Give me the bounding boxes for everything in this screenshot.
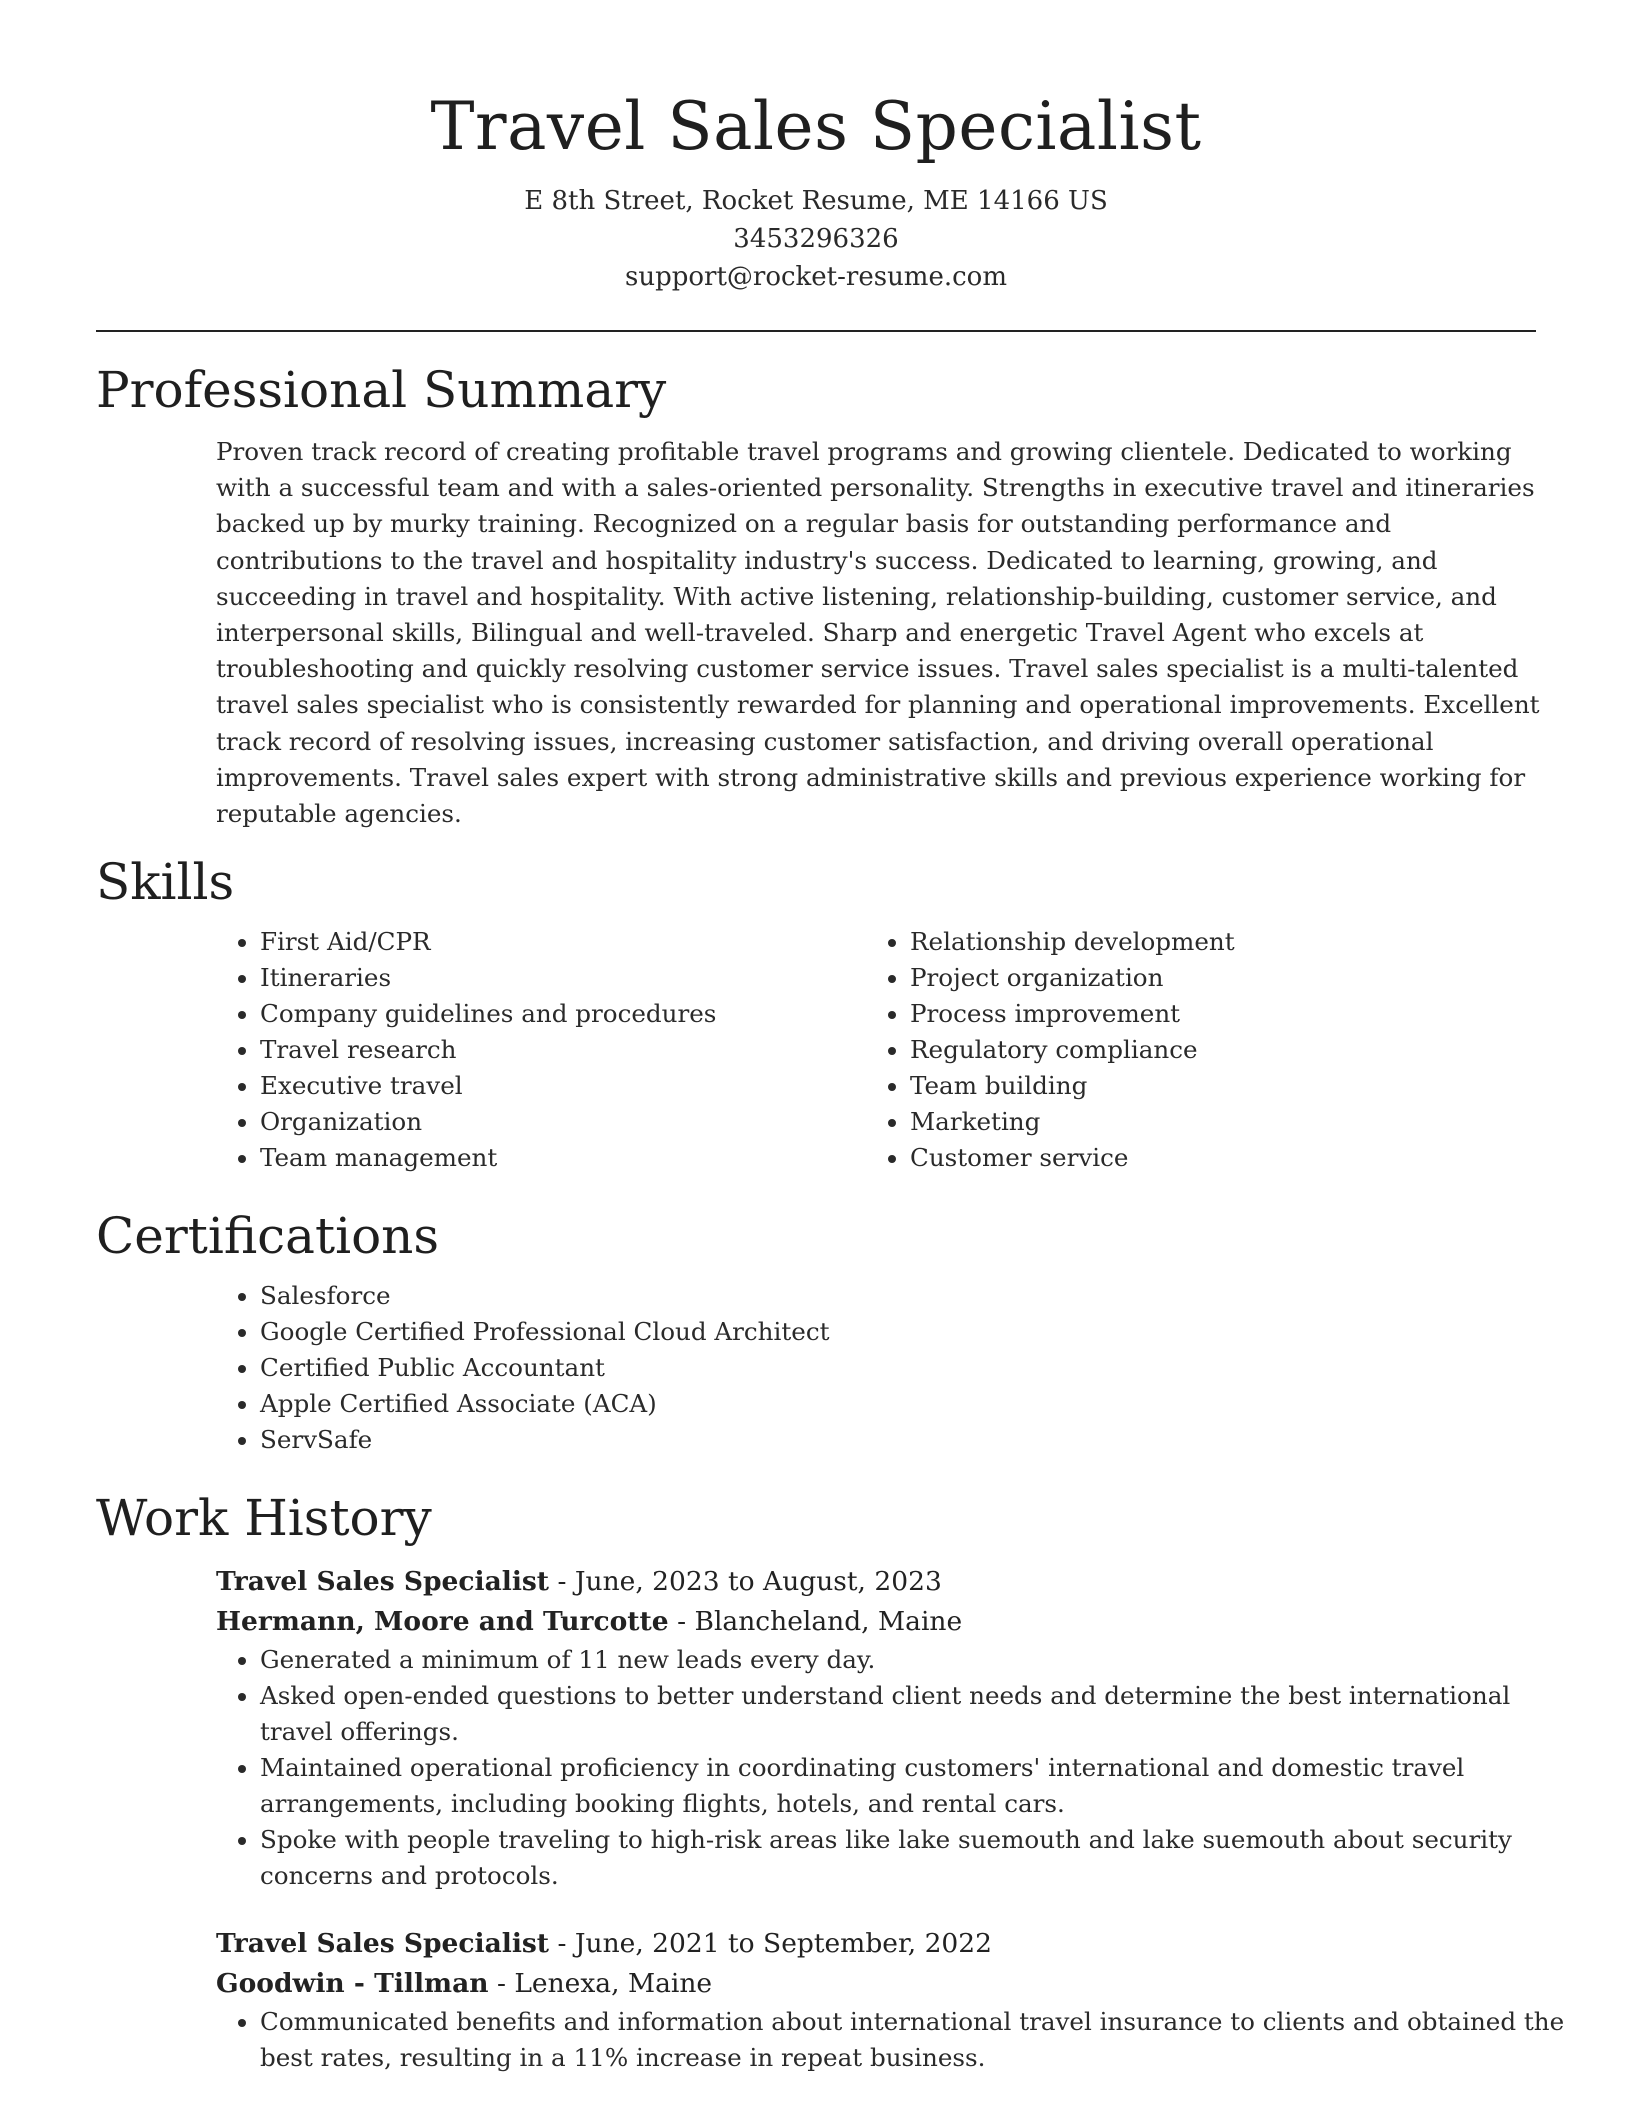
skills-right-column — [866, 924, 1516, 1176]
certifications-list — [216, 1278, 1536, 1458]
job-bullet: • Maintained operational proficiency in coordinating customers' international and domestic travel arrangements, including booking flights, hotels, and rental cars. — [260, 1750, 1590, 1822]
job-location: Blancheland, Maine — [694, 1606, 963, 1638]
list-item: • Apple Certified Associate (ACA) — [260, 1386, 1536, 1422]
job-bullet: • Asked open-ended questions to better understand client needs and determine the best international travel offerings. — [260, 1678, 1590, 1750]
list-item: • Itineraries — [260, 960, 866, 996]
job-company-line: Goodwin - Tillman - Lenexa, Maine — [216, 1968, 713, 2000]
jobs-container — [96, 1562, 1565, 2076]
job-dates: June, 2023 to August, 2023 — [574, 1566, 942, 1598]
list-item: • Process improvement — [910, 996, 1516, 1032]
list-item: • Project organization — [910, 960, 1516, 996]
job-bullet: • Spoke with people traveling to high-risk areas like lake suemouth and lake suemouth about security concerns and protocols. — [260, 1822, 1590, 1894]
job-bullet: • Communicated benefits and information about international travel insurance to clients and obtained the best rates, resulting in a 11% increase in repeat business. — [260, 2004, 1590, 2076]
job-dates: June, 2021 to September, 2022 — [574, 1928, 993, 1960]
skills-columns — [216, 924, 1536, 1176]
certifications-block — [216, 1278, 1536, 1458]
phone: 3453296326 — [733, 224, 899, 254]
list-item: • Google Certified Professional Cloud Architect — [260, 1314, 1536, 1350]
job-bullets-list — [216, 1642, 1590, 1894]
summary-heading: Professional Summary — [96, 361, 667, 419]
job-entry — [216, 1562, 1536, 1894]
job-company: Hermann, Moore and Turcotte — [216, 1606, 669, 1638]
summary-section — [96, 356, 1540, 832]
certifications-section — [96, 1202, 1536, 1458]
contact-block — [96, 182, 1536, 296]
list-item: • Executive travel — [260, 1068, 866, 1104]
certifications-heading: Certifications — [96, 1207, 440, 1266]
list-item: • Customer service — [910, 1140, 1516, 1176]
list-item: • ServSafe — [260, 1422, 1536, 1458]
job-location: Lenexa, Maine — [514, 1968, 713, 2000]
address: E 8th Street, Rocket Resume, ME 14166 US — [524, 186, 1108, 216]
resume-header — [96, 0, 1536, 296]
list-item: • Relationship development — [910, 924, 1516, 960]
list-item: • Marketing — [910, 1104, 1516, 1140]
list-item: • Salesforce — [260, 1278, 1536, 1314]
list-item: • Travel research — [260, 1032, 866, 1068]
list-item: • Team building — [910, 1068, 1516, 1104]
job-title: Travel Sales Specialist — [216, 1928, 550, 1960]
job-bullet: • Generated a minimum of 11 new leads every day. — [260, 1642, 1590, 1678]
job-company: Goodwin - Tillman — [216, 1968, 489, 2000]
job-bullets-list — [216, 2004, 1590, 2076]
skills-right-list — [866, 924, 1516, 1176]
list-item: • Organization — [260, 1104, 866, 1140]
email: support@rocket-resume.com — [624, 262, 1007, 292]
list-item: • Certified Public Accountant — [260, 1350, 1536, 1386]
list-item: • Company guidelines and procedures — [260, 996, 866, 1032]
job-entry — [216, 1924, 1565, 2076]
work-history-section — [96, 1484, 1565, 2076]
work-history-heading: Work History — [96, 1489, 432, 1548]
list-item: • First Aid/CPR — [260, 924, 866, 960]
summary-text: Proven track record of creating profitable travel programs and growing clientele. Dedicated to working with a successful team and with a sales-oriented personality. Strengths in executive travel and itineraries backed up by murky training. Recognized on a regular basis for outstanding performance and contributions to the travel and hospitality industry's success. Dedicated to learning, growing, and succeeding in travel and hospitality. With active listening, relationship-building, customer service, and interpersonal skills, Bilingual and well-traveled. Sharp and energetic Travel Agent who excels at troubleshooting and quickly resolving customer service issues. Travel sales specialist is a multi-talented travel sales specialist who is consistently rewarded for planning and operational improvements. Excellent track record of resolving issues, increasing customer satisfaction, and driving overall operational improvements. Travel sales expert with strong administrative skills and previous experience working for reputable agencies. — [216, 437, 1540, 829]
skills-section — [96, 848, 1536, 1176]
job-company-line: Hermann, Moore and Turcotte - Blancheland, Maine — [216, 1606, 963, 1638]
skills-heading: Skills — [96, 853, 235, 912]
skills-left-column — [216, 924, 866, 1176]
header-divider — [96, 330, 1536, 332]
resume-page — [96, 0, 1565, 2076]
candidate-name: Travel Sales Specialist — [430, 88, 1202, 165]
skills-left-list — [216, 924, 866, 1176]
list-item: • Regulatory compliance — [910, 1032, 1516, 1068]
job-title-line: Travel Sales Specialist - June, 2021 to September, 2022 — [216, 1928, 993, 1960]
list-item: • Team management — [260, 1140, 866, 1176]
job-title-line: Travel Sales Specialist - June, 2023 to August, 2023 — [216, 1566, 942, 1598]
job-title: Travel Sales Specialist — [216, 1566, 550, 1598]
